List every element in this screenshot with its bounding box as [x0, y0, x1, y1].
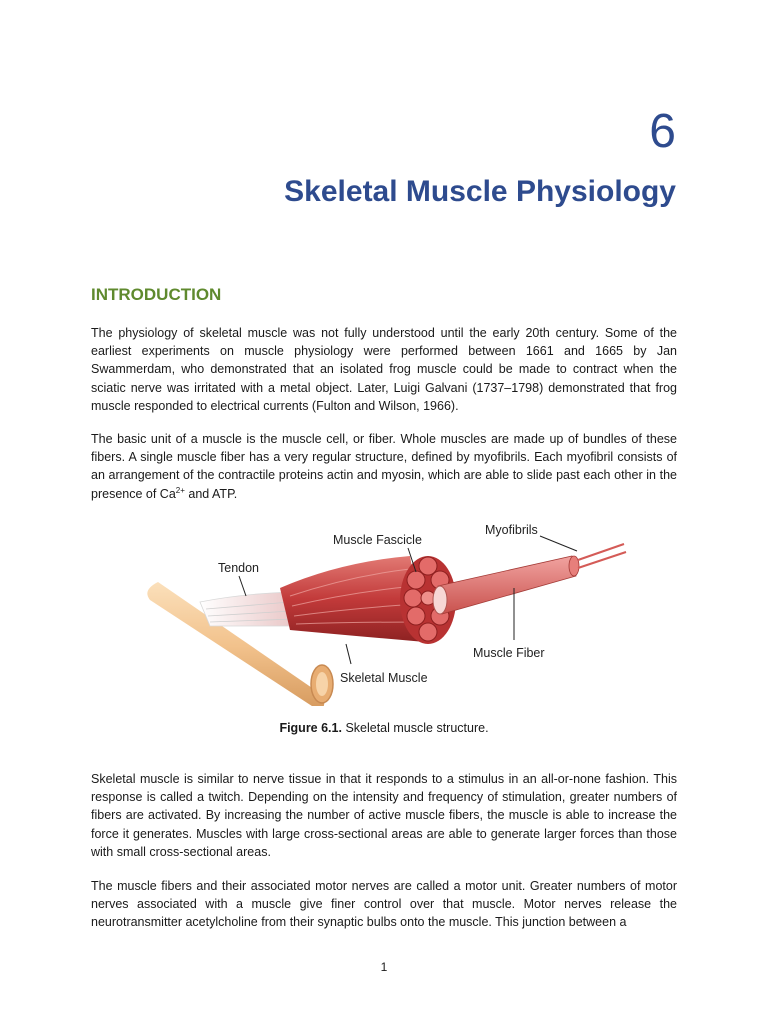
chapter-title: Skeletal Muscle Physiology: [284, 175, 676, 208]
paragraph-basic-unit-text: The basic unit of a muscle is the muscle cell, or fiber. Whole muscles are made up of bundles of these fibers. A single muscle fiber has a very regular structure, defined by myofibrils. Each myofibril consists of an arrangement of the contractile proteins actin and myosin, which are able to slide past each other in the presence of Ca: [91, 432, 677, 501]
paragraph-motor-unit: The muscle fibers and their associated motor nerves are called a motor unit. Greater numbers of motor nerves associated with a muscle give finer control over that muscle. Motor nerves release the neurotransmitter acetylcholine from their synaptic bulbs onto the muscle. This junction between a: [91, 879, 677, 930]
paragraph-history: The physiology of skeletal muscle was not fully understood until the early 20th century. Some of the earliest experiments on muscle physiology were performed between 1661 and 1665 by Jan Swammerdam, who demonstrated that an isolated frog muscle could be made to contract when the sciatic nerve was irritated with a metal object. Later, Luigi Galvani (1737–1798) demonstrated that frog muscle responded to electrical currents (Fulton and Wilson, 1966).: [91, 326, 677, 413]
figure-skeletal-muscle: [140, 514, 630, 706]
figure-caption: [0, 719, 768, 737]
muscle-illustration: [140, 514, 630, 706]
paragraph-basic-unit: [91, 430, 677, 503]
paragraph-twitch: Skeletal muscle is similar to nerve tissue in that it responds to a stimulus in an all-or-none fashion. This response is called a twitch. Depending on the intensity and frequency of stimulation, greater numbers of fibers are activated. By increasing the number of active muscle fibers, the muscle is able to increase the force it generates. Muscles with large cross-sectional areas are able to generate larger forces than those with small cross-sectional areas.: [91, 772, 677, 859]
page-number: 1: [380, 960, 388, 974]
figure-caption-label: Figure 6.1.: [279, 721, 342, 735]
label-skeletal-muscle: Skeletal Muscle: [340, 671, 428, 685]
muscle-fiber: [433, 556, 579, 614]
label-myofibrils: Myofibrils: [485, 523, 538, 537]
myofibrils: [578, 544, 626, 568]
label-tendon: Tendon: [218, 561, 260, 575]
calcium-charge-superscript: 2+: [175, 485, 185, 495]
paragraph-basic-unit-end: and ATP.: [184, 486, 238, 501]
label-muscle-fiber: Muscle Fiber: [473, 646, 545, 660]
label-muscle-fascicle: Muscle Fascicle: [333, 533, 422, 547]
figure-caption-text: Skeletal muscle structure.: [341, 721, 489, 735]
section-heading-introduction: INTRODUCTION: [91, 285, 222, 304]
chapter-number: 6: [649, 105, 676, 158]
